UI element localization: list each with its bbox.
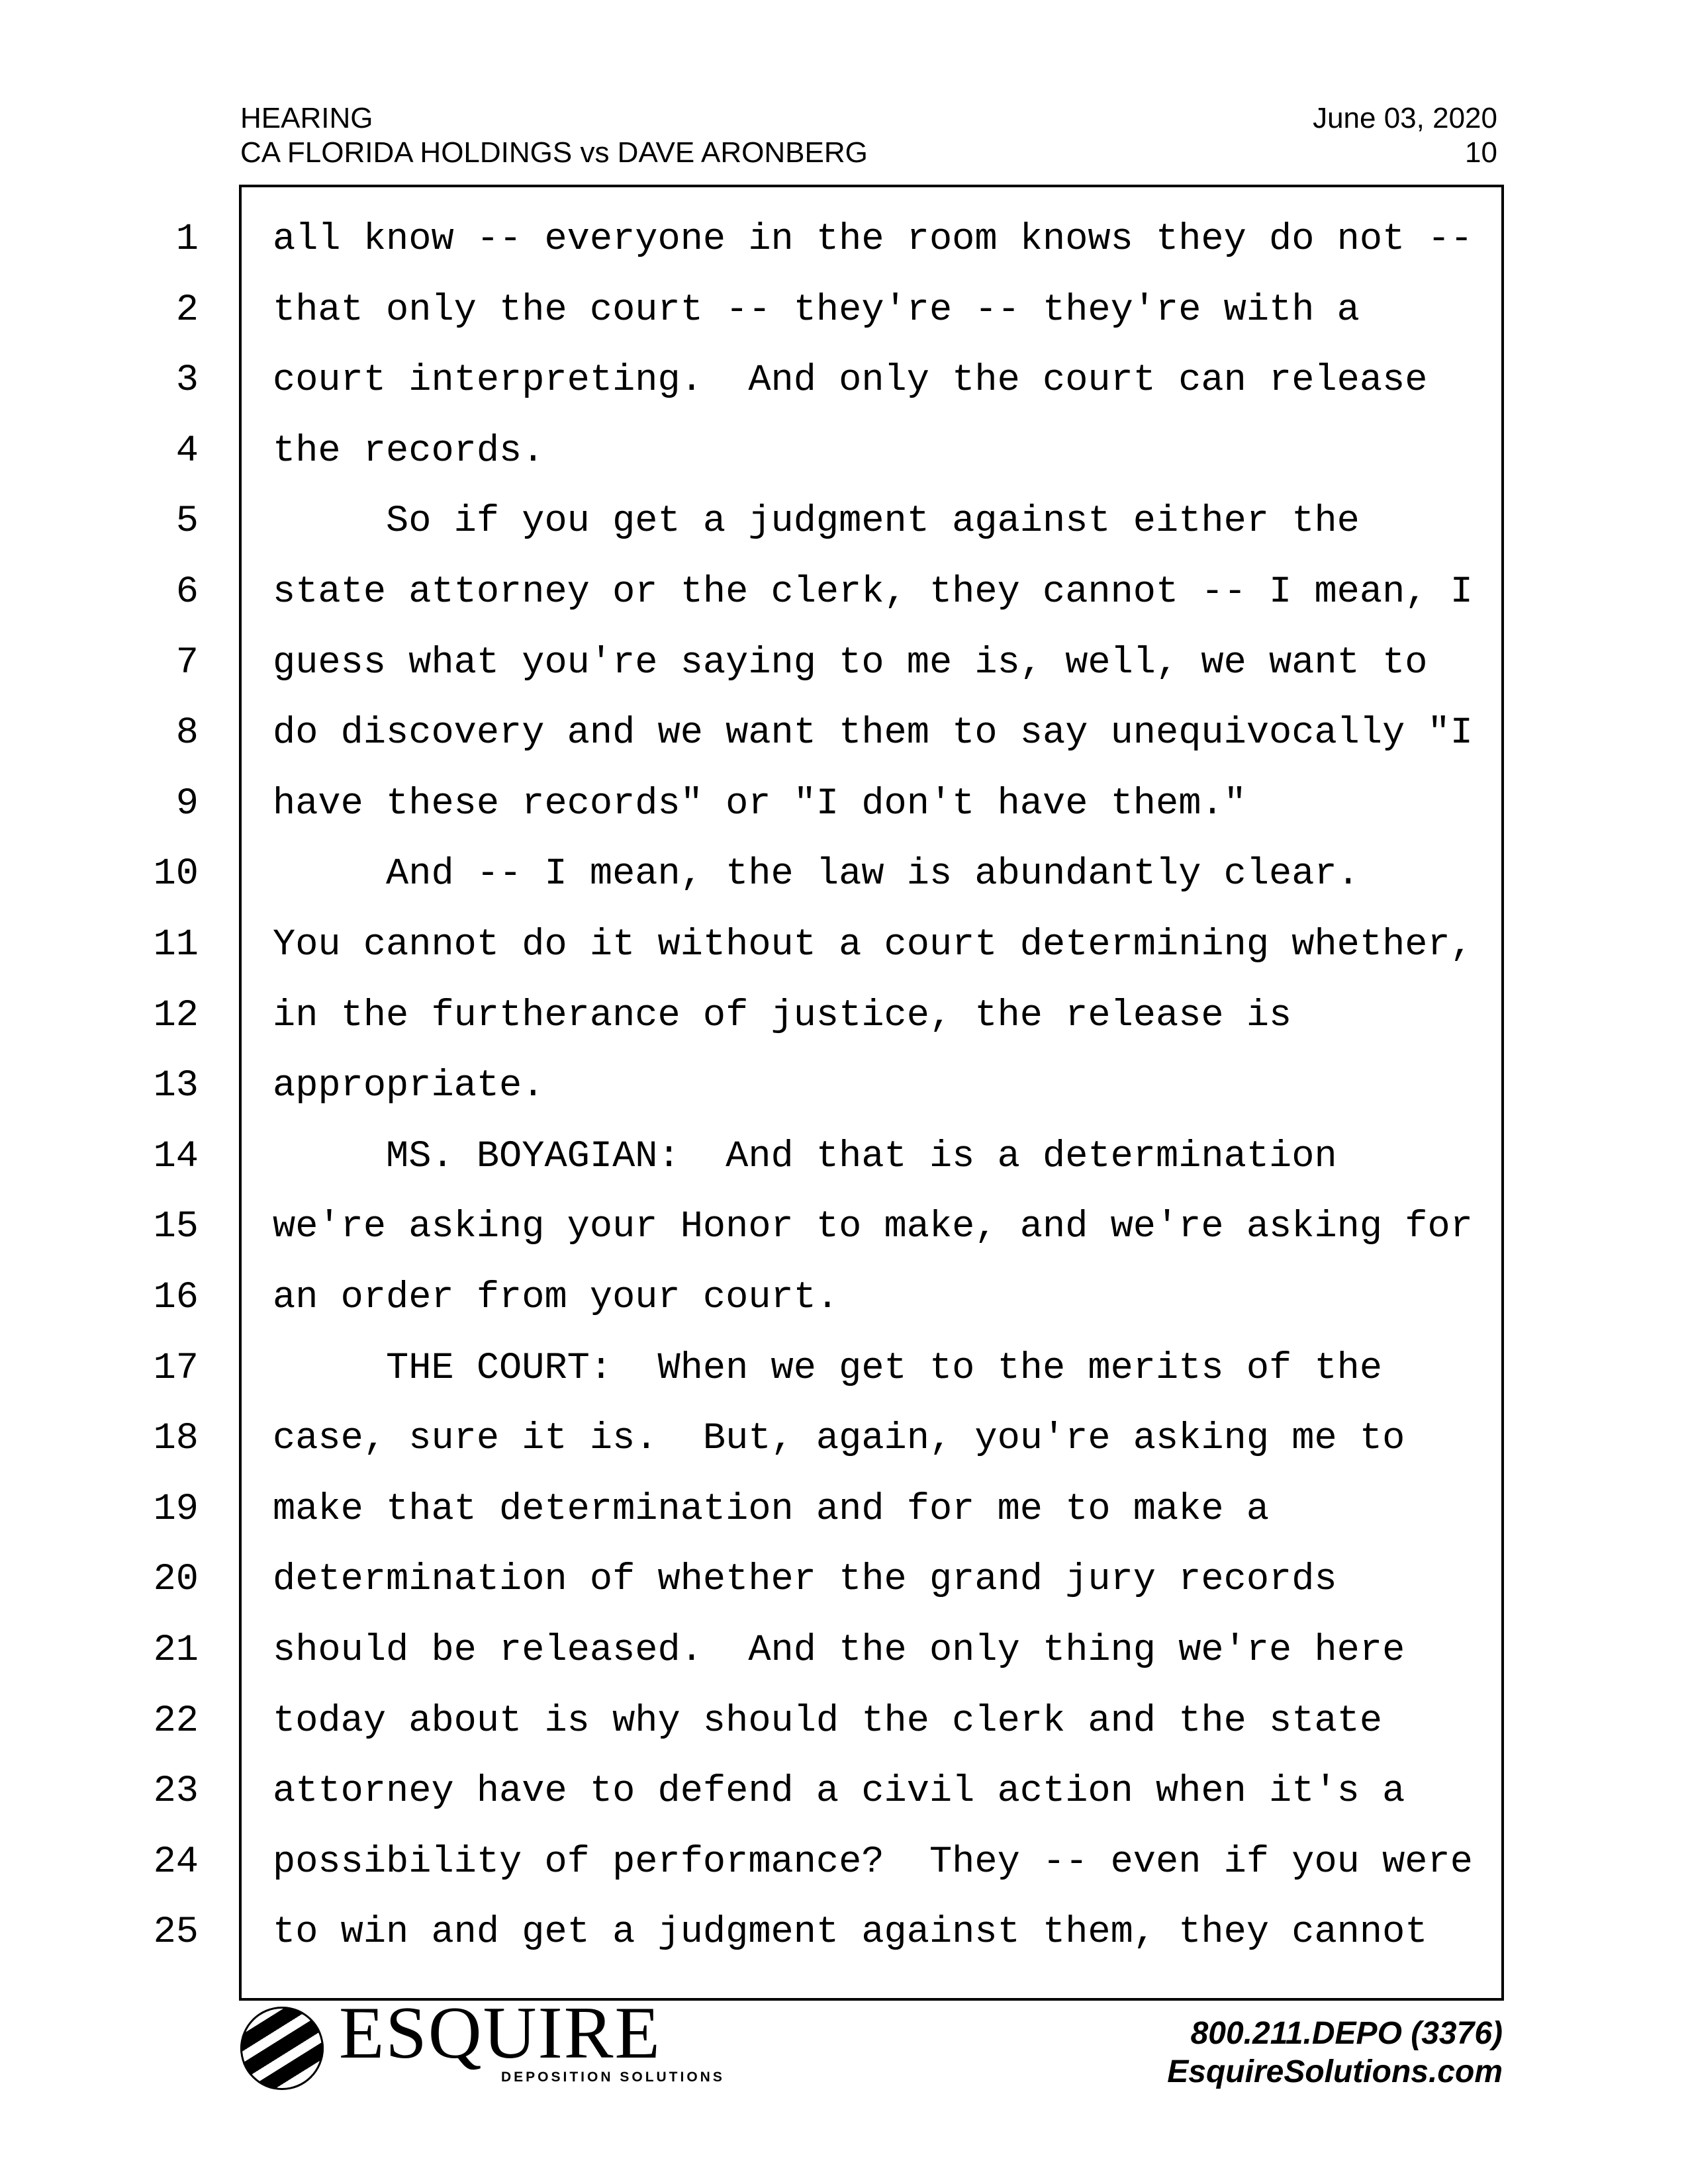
transcript-line-text: to win and get a judgment against them, they cannot — [273, 1911, 1428, 1954]
footer-contact — [1167, 2015, 1503, 2091]
transcript-line-text: should be released. And the only thing we're here — [273, 1629, 1405, 1672]
header-right — [1313, 101, 1497, 170]
line-number: 13 — [153, 1065, 199, 1108]
transcript-line-text: appropriate. — [273, 1065, 545, 1108]
transcript-row — [0, 1841, 1688, 1912]
transcript-line-text: attorney have to defend a civil action when it's a — [273, 1770, 1405, 1813]
transcript-line-text: And -- I mean, the law is abundantly clear. — [273, 853, 1360, 896]
transcript-line-text: all know -- everyone in the room knows they do not -- — [273, 218, 1473, 261]
transcript-row — [0, 1418, 1688, 1488]
transcript-line-text: make that determination and for me to make a — [273, 1488, 1270, 1531]
transcript-row — [0, 1206, 1688, 1277]
line-number: 3 — [175, 359, 199, 402]
transcript-line-text: court interpreting. And only the court can release — [273, 359, 1428, 402]
line-number: 9 — [175, 782, 199, 825]
transcript-line-text: in the furtherance of justice, the release is — [273, 994, 1292, 1037]
transcript-row — [0, 571, 1688, 642]
line-number: 17 — [153, 1347, 199, 1390]
transcript-line-text: do discovery and we want them to say unequivocally "I — [273, 712, 1473, 755]
transcript-row — [0, 712, 1688, 783]
footer-website: EsquireSolutions.com — [1167, 2054, 1503, 2089]
transcript-row — [0, 1347, 1688, 1418]
transcript-row — [0, 1136, 1688, 1206]
transcript-row — [0, 1065, 1688, 1136]
transcript-row — [0, 1770, 1688, 1841]
transcript-line-text: THE COURT: When we get to the merits of the — [273, 1347, 1383, 1390]
transcript-line-text: You cannot do it without a court determining whether, — [273, 924, 1473, 966]
transcript-row — [0, 1911, 1688, 1982]
transcript-row — [0, 1277, 1688, 1347]
transcript-line-text: case, sure it is. But, again, you're asking me to — [273, 1418, 1405, 1461]
esquire-globe-icon — [240, 2007, 324, 2090]
transcript-row — [0, 500, 1688, 571]
case-title: CA FLORIDA HOLDINGS vs DAVE ARONBERG — [240, 136, 868, 169]
line-number: 10 — [153, 853, 199, 896]
line-number: 24 — [153, 1841, 199, 1884]
line-number: 7 — [175, 641, 199, 684]
transcript-line-text: MS. BOYAGIAN: And that is a determination — [273, 1135, 1337, 1178]
transcript-row — [0, 995, 1688, 1066]
transcript-line-text: state attorney or the clerk, they cannot -- I mean, I — [273, 571, 1473, 614]
line-number: 16 — [153, 1277, 199, 1319]
header-left — [240, 101, 868, 170]
hearing-date: June 03, 2020 — [1313, 102, 1497, 134]
transcript-line-text: the records. — [273, 430, 545, 473]
transcript-row — [0, 1559, 1688, 1629]
hearing-type-label: HEARING — [240, 102, 373, 134]
line-number: 1 — [175, 218, 199, 261]
transcript-row — [0, 218, 1688, 289]
esquire-logo-tagline: DEPOSITION SOLUTIONS — [501, 2070, 725, 2085]
transcript-line-text: possibility of performance? They -- even if you were — [273, 1841, 1473, 1884]
transcript-line-text: we're asking your Honor to make, and we're asking for — [273, 1206, 1473, 1249]
transcript-row — [0, 1700, 1688, 1771]
transcript-row — [0, 359, 1688, 430]
transcript-line-text: determination of whether the grand jury records — [273, 1559, 1337, 1602]
line-number: 20 — [153, 1559, 199, 1602]
transcript-line-text: guess what you're saying to me is, well, we want to — [273, 641, 1428, 684]
line-number: 15 — [153, 1206, 199, 1249]
transcript-line-text: that only the court -- they're -- they're with a — [273, 289, 1360, 332]
line-number: 19 — [153, 1488, 199, 1531]
line-number: 2 — [175, 289, 199, 332]
line-number: 12 — [153, 994, 199, 1037]
transcript-line-text: an order from your court. — [273, 1277, 839, 1319]
line-number: 4 — [175, 430, 199, 473]
transcript-row — [0, 1629, 1688, 1700]
line-number: 18 — [153, 1418, 199, 1461]
esquire-logo-wordmark: ESQUIRE — [339, 1992, 661, 2074]
transcript-row — [0, 642, 1688, 713]
transcript-line-text: So if you get a judgment against either the — [273, 500, 1360, 543]
transcript-row — [0, 430, 1688, 501]
footer-phone: 800.211.DEPO (3376) — [1190, 2016, 1503, 2051]
transcript-row — [0, 289, 1688, 360]
transcript-line-text: have these records" or "I don't have them." — [273, 782, 1246, 825]
line-number: 11 — [153, 924, 199, 966]
page-number: 10 — [1465, 136, 1497, 169]
transcript-row — [0, 1488, 1688, 1559]
line-number: 5 — [175, 500, 199, 543]
transcript-row — [0, 924, 1688, 995]
line-number: 14 — [153, 1135, 199, 1178]
line-number: 23 — [153, 1770, 199, 1813]
transcript-row — [0, 783, 1688, 854]
line-number: 6 — [175, 571, 199, 614]
line-number: 22 — [153, 1700, 199, 1743]
transcript-row — [0, 853, 1688, 924]
line-number: 8 — [175, 712, 199, 755]
transcript-line-text: today about is why should the clerk and the state — [273, 1700, 1383, 1743]
line-number: 25 — [153, 1911, 199, 1954]
line-number: 21 — [153, 1629, 199, 1672]
